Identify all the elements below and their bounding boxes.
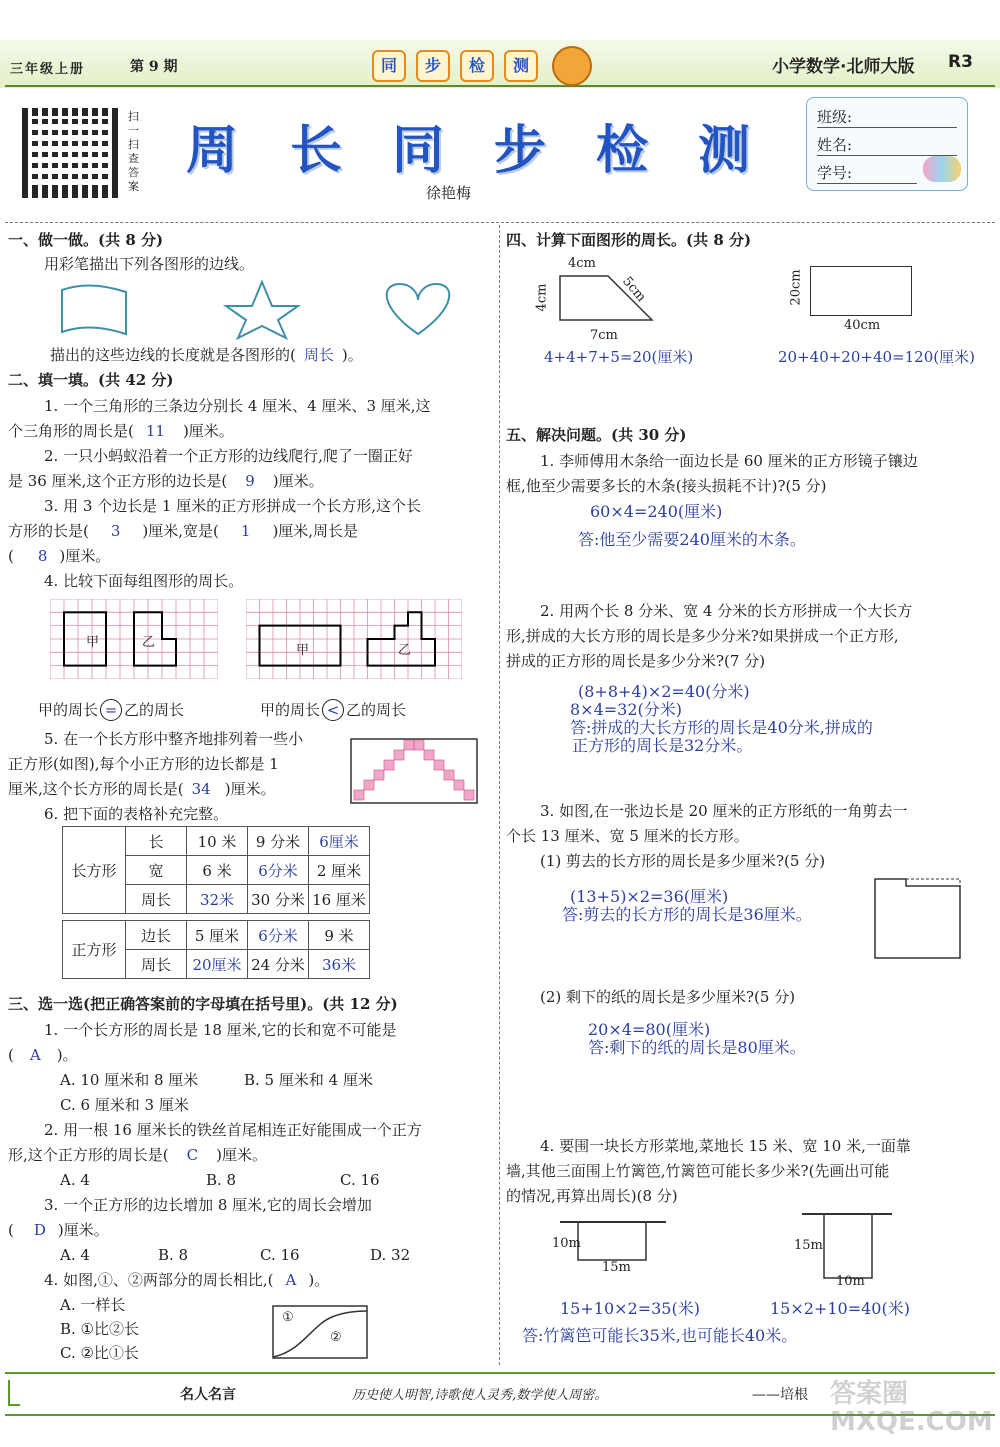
s5-q3-part1-calc[interactable]: (13+5)×2=36(厘米) xyxy=(570,887,729,906)
s3-q4-line1 xyxy=(44,1268,329,1293)
square-table xyxy=(62,920,370,979)
s2-q3-pre: 方形的长是( xyxy=(8,522,89,540)
s3-q2-answer[interactable]: C xyxy=(186,1146,199,1164)
header-tab: 同 xyxy=(372,50,406,82)
s2-q5-line1: 5. 在一个长方形中整齐地排列着一些小 xyxy=(44,730,304,748)
rect-table-cell: 9 分米 xyxy=(248,827,309,856)
trap-label-left: 4cm xyxy=(534,283,550,312)
edition-code: R3 xyxy=(948,52,973,72)
s5-q3-part2-answer[interactable]: 答:剩下的纸的周长是80厘米。 xyxy=(588,1038,806,1057)
s3-q4-option: A. 一样长 xyxy=(60,1296,126,1314)
s2-q1-post: )厘米。 xyxy=(182,422,234,440)
s5-q3-line2: 个长 13 厘米、宽 5 厘米的长方形。 xyxy=(506,827,749,845)
rect-table-answer[interactable]: 32米 xyxy=(187,885,248,914)
s2-q3-post: )厘米。 xyxy=(59,547,111,565)
grade-label: 三年级上册 xyxy=(10,62,86,77)
section-4-title: 四、计算下面图形的周长。(共 8 分) xyxy=(506,231,752,249)
rect-label-side: 20cm xyxy=(788,269,804,306)
author-name: 徐艳梅 xyxy=(426,184,472,202)
s2-q4-grid-1 xyxy=(50,599,218,679)
s5-q2-line2: 形,拼成的大长方形的周长是多少分米?如果拼成一个正方形, xyxy=(506,627,899,645)
number-field[interactable] xyxy=(817,162,917,184)
rect-table-cell: 30 分米 xyxy=(248,885,309,914)
s1-answer-line xyxy=(50,343,363,368)
s3-q1-line2 xyxy=(8,1043,78,1068)
student-info-box xyxy=(806,97,968,191)
class-field-label: 班级: xyxy=(817,108,853,126)
rect-table-cell: 16 厘米 xyxy=(309,885,370,914)
s3-q2-option: B. 8 xyxy=(206,1171,237,1189)
s5-q3-figure xyxy=(874,878,962,960)
name-field-label: 姓名: xyxy=(817,136,853,154)
section-2-title: 二、填一填。(共 42 分) xyxy=(8,371,174,389)
square-table-answer[interactable]: 36米 xyxy=(309,950,370,979)
rect-table-answer[interactable]: 6分米 xyxy=(248,856,309,885)
fig-label-1: ① xyxy=(282,1310,294,1325)
rect-table-cell: 宽 xyxy=(126,856,187,885)
s3-q3-open: ( xyxy=(8,1221,14,1239)
s1-instruction: 用彩笔描出下列各图形的边线。 xyxy=(44,255,255,273)
header-tab: 步 xyxy=(416,50,450,82)
s5-q1-answer[interactable]: 答:他至少需要240厘米的木条。 xyxy=(578,530,806,549)
s3-q2-pre: 形,这个正方形的周长是( xyxy=(8,1146,169,1164)
section-5-title: 五、解决问题。(共 30 分) xyxy=(506,426,687,444)
header-tab: 检 xyxy=(460,50,494,82)
s2-q5-pre: 厘米,这个长方形的周长是( xyxy=(8,780,184,798)
s5-q4-calc-1[interactable]: 15+10×2=35(米) xyxy=(560,1299,700,1318)
s2-q1-pre: 个三角形的周长是( xyxy=(8,422,134,440)
s3-q3-line1: 3. 一个正方形的边长增加 8 厘米,它的周长会增加 xyxy=(44,1196,372,1214)
trapezoid-answer[interactable]: 4+4+7+5=20(厘米) xyxy=(544,348,694,366)
s2-q3-line2 xyxy=(8,519,358,544)
s5-q4-answer[interactable]: 答:竹篱笆可能长35米,也可能长40米。 xyxy=(522,1326,798,1345)
s3-q1-line1: 1. 一个长方形的周长是 18 厘米,它的长和宽不可能是 xyxy=(44,1021,397,1039)
s5-q3-part2-calc[interactable]: 20×4=80(厘米) xyxy=(588,1020,711,1039)
s2-q3-line1: 3. 用 3 个边长是 1 厘米的正方形拼成一个长方形,这个长 xyxy=(44,497,422,515)
cmp2-answer[interactable]: < xyxy=(322,699,344,721)
fig2-label-length: 15m xyxy=(794,1238,823,1253)
footer-quote-author: ——培根 xyxy=(752,1387,808,1403)
s3-q3-line2 xyxy=(8,1218,109,1243)
s3-q4-option: C. ②比①长 xyxy=(60,1344,139,1362)
footer-label: 名人名言 xyxy=(180,1387,236,1403)
subject-label: 小学数学·北师大版 xyxy=(772,57,915,77)
trap-label-bottom: 7cm xyxy=(590,328,618,343)
s2-q1-answer[interactable]: 11 xyxy=(145,422,165,440)
square-table-head: 正方形 xyxy=(63,921,126,979)
s5-q3-part1-answer[interactable]: 答:剪去的长方形的周长是36厘米。 xyxy=(562,905,812,924)
s3-q3-answer[interactable]: D xyxy=(33,1221,46,1239)
rect-table-cell: 周长 xyxy=(126,885,187,914)
s2-q3-mid2: )厘米,周长是 xyxy=(272,522,359,540)
fig1-label-length: 15m xyxy=(602,1260,631,1275)
cmp1-pre: 甲的周长 xyxy=(38,701,99,719)
s5-q4-line1: 4. 要围一块长方形菜地,菜地长 15 米、宽 10 米,一面靠 xyxy=(540,1137,911,1155)
scan-label: 扫一扫查答案 xyxy=(128,110,139,193)
s5-q2-calc-2[interactable]: 8×4=32(分米) xyxy=(570,700,683,719)
fig2-label-width: 10m xyxy=(836,1274,865,1289)
s3-q3-option: C. 16 xyxy=(260,1246,300,1264)
s3-q1-option: C. 6 厘米和 3 厘米 xyxy=(60,1096,189,1114)
rect-table-head: 长方形 xyxy=(63,827,126,914)
number-field-label: 学号: xyxy=(817,164,853,182)
page-title-char: 检 xyxy=(596,121,649,181)
column-divider xyxy=(499,225,500,1365)
square-table-cell: 5 厘米 xyxy=(187,921,248,950)
s2-q2-pre: 是 36 厘米,这个正方形的边长是( xyxy=(8,472,228,490)
rect-table-cell: 10 米 xyxy=(187,827,248,856)
s2-q3-open: ( xyxy=(8,547,14,565)
s3-q4-post: )。 xyxy=(308,1271,330,1289)
rect-label-bottom: 40cm xyxy=(844,318,881,333)
s2-q3-answer-length[interactable]: 3 xyxy=(110,522,121,540)
page-title-char: 测 xyxy=(698,121,751,181)
section-3-title: 三、选一选(把正确答案前的字母填在括号里)。(共 12 分) xyxy=(8,995,398,1013)
s2-q5-post: )厘米。 xyxy=(224,780,276,798)
s2-q5-staircase-figure xyxy=(350,738,478,804)
s2-q2-line2 xyxy=(8,469,324,494)
s2-q2-post: )厘米。 xyxy=(272,472,324,490)
s5-q3-part1: (1) 剪去的长方形的周长是多少厘米?(5 分) xyxy=(540,852,826,870)
footer-quote: 历史使人明智,诗歌使人灵秀,数学使人周密。 xyxy=(352,1388,608,1403)
s3-q2-post: )厘米。 xyxy=(216,1146,267,1164)
s1-line-pre: 描出的这些边线的长度就是各图形的( xyxy=(50,346,296,364)
s2-q6-line: 6. 把下面的表格补充完整。 xyxy=(44,805,229,823)
star-shape xyxy=(226,282,298,338)
section-1-title: 一、做一做。(共 8 分) xyxy=(8,231,164,249)
watermark: 答案圈 MXQE.COM xyxy=(830,1379,993,1437)
s2-q4-grid-2 xyxy=(246,599,462,679)
s5-q2-line1: 2. 用两个长 8 分米、宽 4 分米的长方形拼成一个大长方 xyxy=(540,602,913,620)
s5-q1-line2: 框,他至少需要多长的木条(接头损耗不计)?(5 分) xyxy=(506,477,827,495)
rect-table-cell: 2 厘米 xyxy=(309,856,370,885)
square-table-cell: 24 分米 xyxy=(248,950,309,979)
s3-q1-option: A. 10 厘米和 8 厘米 xyxy=(60,1071,199,1089)
s2-q5-line2: 正方形(如图),每个小正方形的边长都是 1 xyxy=(8,755,279,773)
rectangle-figure xyxy=(810,266,912,316)
trap-label-slant: 5cm xyxy=(619,273,649,306)
footer-bracket-icon xyxy=(8,1380,20,1406)
header-rule xyxy=(5,85,995,87)
grid2-label-jia: 甲 xyxy=(296,643,310,658)
s3-q4-answer[interactable]: A xyxy=(285,1271,297,1289)
s3-q1-open: ( xyxy=(8,1046,14,1064)
s3-q3-option: D. 32 xyxy=(370,1246,411,1264)
s2-q2-line1: 2. 一只小蚂蚁沿着一个正方形的边线爬行,爬了一圈正好 xyxy=(44,447,413,465)
s3-q2-line1: 2. 用一根 16 厘米长的铁丝首尾相连正好能围成一个正方 xyxy=(44,1121,422,1139)
s1-line-post: )。 xyxy=(341,346,363,364)
s3-q2-option: C. 16 xyxy=(340,1171,380,1189)
fig1-label-width: 10m xyxy=(552,1236,581,1251)
page-title-char: 长 xyxy=(290,121,343,181)
s5-q3-line1: 3. 如图,在一张边长是 20 厘米的正方形纸的一角剪去一 xyxy=(540,802,908,820)
square-table-cell: 周长 xyxy=(126,950,187,979)
s2-q2-answer[interactable]: 9 xyxy=(245,472,255,490)
s3-q2-line2 xyxy=(8,1143,267,1168)
s3-q3-option: A. 4 xyxy=(60,1246,90,1264)
square-table-cell: 边长 xyxy=(126,921,187,950)
s5-q1-calc[interactable]: 60×4=240(厘米) xyxy=(590,502,723,521)
lion-mascot-icon xyxy=(552,46,592,86)
s2-q3-line3 xyxy=(8,544,110,569)
page-title-char: 周 xyxy=(186,121,239,181)
cmp1-post: 乙的周长 xyxy=(124,701,185,719)
name-field[interactable] xyxy=(817,134,957,156)
square-table-answer[interactable]: 20厘米 xyxy=(187,950,248,979)
rect-table-cell: 6 米 xyxy=(187,856,248,885)
s2-q4-line: 4. 比较下面每组图形的周长。 xyxy=(44,572,244,590)
cmp2-post: 乙的周长 xyxy=(346,701,407,719)
s3-q1-close: )。 xyxy=(56,1046,78,1064)
cmp1-answer[interactable]: = xyxy=(100,699,122,721)
s5-q3-part2: (2) 剩下的纸的周长是多少厘米?(5 分) xyxy=(540,988,796,1006)
square-table-answer[interactable]: 6分米 xyxy=(248,921,309,950)
s2-q3-mid: )厘米,宽是( xyxy=(142,522,219,540)
s2-q5-answer[interactable]: 34 xyxy=(191,780,211,798)
flag-shape xyxy=(62,285,126,334)
s2-q1-line1: 1. 一个三角形的三条边分别长 4 厘米、4 厘米、3 厘米,这 xyxy=(44,397,431,415)
s3-q3-option: B. 8 xyxy=(158,1246,189,1264)
cmp2-pre: 甲的周长 xyxy=(260,701,321,719)
s3-q3-close: )厘米。 xyxy=(57,1221,109,1239)
grid1-label-jia: 甲 xyxy=(86,635,100,650)
top-divider xyxy=(5,222,995,223)
s5-q2-answer-2[interactable]: 正方形的周长是32分米。 xyxy=(572,736,753,755)
s5-q2-answer-1[interactable]: 答:拼成的大长方形的周长是40分米,拼成的 xyxy=(570,718,873,737)
s2-q4-compare-1 xyxy=(38,698,184,723)
heart-shape xyxy=(387,284,450,334)
s5-q1-line1: 1. 李师傅用木条给一面边长是 60 厘米的正方形镜子镶边 xyxy=(540,452,918,470)
grid1-label-yi: 乙 xyxy=(142,635,156,650)
rectangle-answer[interactable]: 20+40+20+40=120(厘米) xyxy=(778,348,975,366)
s2-q5-line3 xyxy=(8,777,276,802)
fig-label-2: ② xyxy=(330,1330,342,1345)
rect-table-cell: 长 xyxy=(126,827,187,856)
s5-q2-calc-1[interactable]: (8+8+4)×2=40(分米) xyxy=(578,682,750,701)
s2-q3-answer-width[interactable]: 1 xyxy=(240,522,251,540)
class-field[interactable] xyxy=(817,106,957,128)
page-title-char: 步 xyxy=(494,121,547,181)
s3-q4-pre: 4. 如图,①、②两部分的周长相比,( xyxy=(44,1271,274,1289)
s3-q1-answer[interactable]: A xyxy=(29,1046,41,1064)
issue-label: 第 9 期 xyxy=(130,59,178,75)
qr-code-inner xyxy=(30,116,112,190)
rect-table-answer[interactable]: 6厘米 xyxy=(309,827,370,856)
s2-q4-compare-2 xyxy=(260,698,406,723)
page-title-char: 同 xyxy=(392,121,445,181)
s1-shapes xyxy=(50,278,470,340)
s2-q1-line2 xyxy=(8,419,234,444)
s5-q4-calc-2[interactable]: 15×2+10=40(米) xyxy=(770,1299,910,1318)
rect-table xyxy=(62,826,370,914)
cartoon-animals-icon xyxy=(923,156,961,182)
s1-answer[interactable]: 周长 xyxy=(303,346,334,364)
s3-q2-option: A. 4 xyxy=(60,1171,90,1189)
s3-q4-option: B. ①比②长 xyxy=(60,1320,140,1338)
trap-label-top: 4cm xyxy=(568,256,596,271)
grid2-label-yi: 乙 xyxy=(398,643,412,658)
square-table-cell: 9 米 xyxy=(309,921,370,950)
header-tabs xyxy=(372,46,542,82)
s3-q1-option: B. 5 厘米和 4 厘米 xyxy=(244,1071,373,1089)
s2-q3-answer-perimeter[interactable]: 8 xyxy=(37,547,48,565)
s5-q4-line2: 墙,其他三面围上竹篱笆,竹篱笆可能长多少米?(先画出可能 xyxy=(506,1162,890,1180)
header-tab: 测 xyxy=(504,50,538,82)
s5-q2-line3: 拼成的正方形的周长是多少分米?(7 分) xyxy=(506,652,766,670)
s5-q4-line3: 的情况,再算出周长)(8 分) xyxy=(506,1187,678,1205)
